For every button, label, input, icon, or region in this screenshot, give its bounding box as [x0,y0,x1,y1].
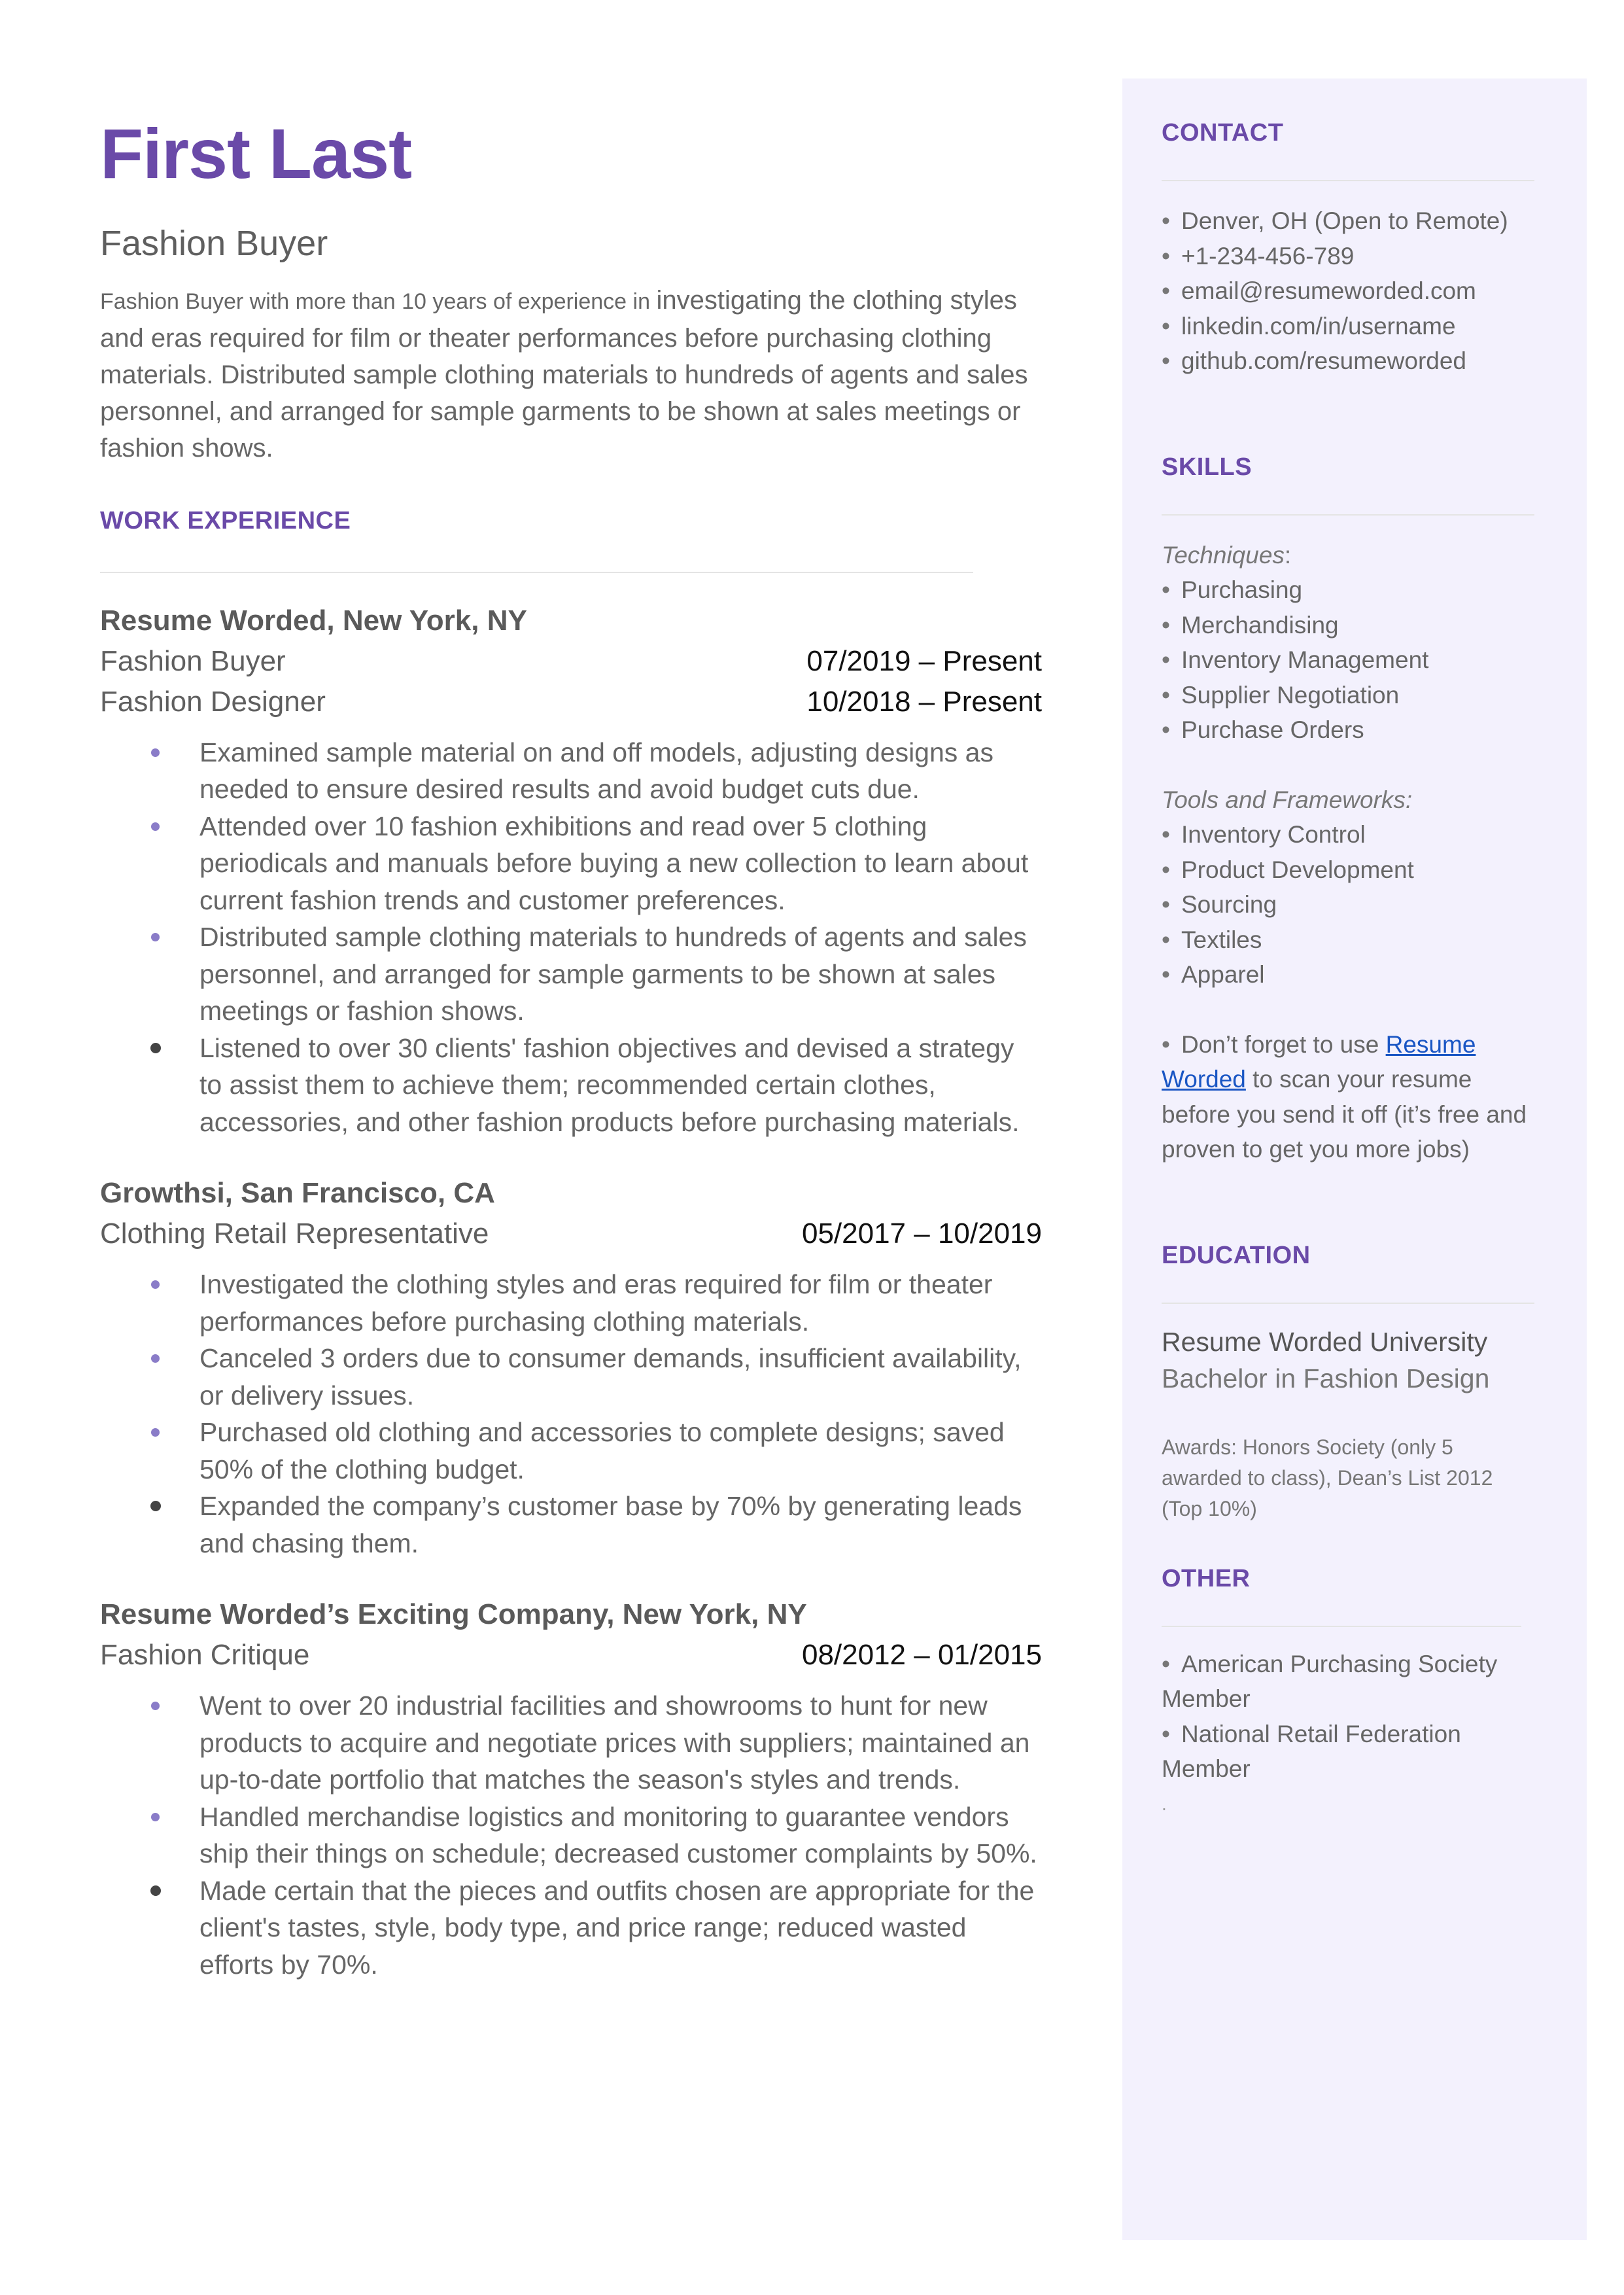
main-column [100,116,1042,1983]
education-awards: Awards: Honors Society (only 5 awarded to class), Dean’s List 2012 (Top 10%) [1162,1435,1493,1520]
bullet-item: Listened to over 30 clients' fashion objectives and devised a strategy to assist them to achieve them; recommended certain clothes, accessories, and other fashion products before purchasing materials. [100,1030,1042,1141]
skill-item: • Sourcing [1162,891,1277,918]
education-school: Resume Worded University [1162,1326,1488,1357]
summary-lead: Fashion Buyer with more than 10 years of experience in [100,289,657,314]
job-dates: 10/2018 – Present [806,685,1042,718]
bullet-dot-icon [150,1043,161,1053]
job-position-row [100,682,1042,722]
job-position-title: Fashion Buyer [100,644,286,677]
contact-github: • github.com/resumeworded [1162,347,1466,374]
job-company: Resume Worded’s Exciting Company, New York, NY [100,1598,807,1631]
bullet-dot-icon [151,933,160,941]
contact-list [1162,203,1534,379]
bullet-item: Expanded the company’s customer base by 70% by generating leads and chasing them. [100,1488,1042,1562]
section-divider [1162,180,1534,181]
section-divider [1162,514,1534,516]
job-position-title: Fashion Critique [100,1639,310,1672]
job-entry [100,1594,1042,1983]
skill-item: • Inventory Control [1162,821,1366,848]
other-list [1162,1647,1534,1822]
job-position-row [100,1635,1042,1675]
contact-heading: CONTACT [1162,119,1284,147]
bullet-item: Canceled 3 orders due to consumer demands, insufficient availability, or delivery issues. [100,1340,1042,1414]
bullet-item: Went to over 20 industrial facilities and showrooms to hunt for new products to acquire and negotiate prices with suppliers; maintained an up-to-date portfolio that matches the season's styles and trends. [100,1687,1042,1798]
bullet-item: Investigated the clothing styles and eras required for film or theater performances before purchasing clothing materials. [100,1266,1042,1340]
bullet-item: Attended over 10 fashion exhibitions and read over 5 clothing periodicals and manuals before buying a new collection to learn about current fashion trends and customer preferences. [100,808,1042,919]
education-heading: EDUCATION [1162,1241,1311,1269]
skills-techniques-label: Techniques: [1162,541,1292,569]
resume-worded-link[interactable]: Resume Worded [1162,1030,1476,1093]
candidate-title: Fashion Buyer [100,224,328,264]
section-divider [1162,1626,1521,1627]
bullet-dot-icon [151,1354,160,1363]
summary [100,282,1042,466]
contact-phone: • +1-234-456-789 [1162,242,1355,270]
section-divider [1162,1303,1534,1304]
skill-item: • Textiles [1162,926,1262,953]
skill-item: • Merchandising [1162,611,1339,639]
job-dates: 07/2019 – Present [806,644,1042,677]
job-bullets [100,734,1042,1141]
skill-item: • Apparel [1162,961,1265,988]
job-company: Resume Worded, New York, NY [100,604,527,637]
other-heading: OTHER [1162,1564,1251,1592]
work-experience-heading: WORK EXPERIENCE [100,506,351,534]
job-bullets [100,1687,1042,1983]
skill-item: • Purchasing [1162,576,1303,603]
summary-rest: investigating the clothing styles and eras required for film or theater performances before purchasing clothing materials. Distributed sample clothing materials to hundreds of agents and sales personnel, and arranged for sample garments to be shown at sales meetings or fashion shows. [100,285,1028,463]
bullet-item: Distributed sample clothing materials to hundreds of agents and sales personnel, and arranged for sample garments to be shown at sales meetings or fashion shows. [100,919,1042,1030]
techniques-list [1162,572,1534,748]
bullet-dot-icon [151,1280,160,1289]
skills-heading: SKILLS [1162,453,1253,481]
sidebar-content [1162,119,1534,1821]
other-trailing: . [1162,1793,1167,1814]
bullet-item: Made certain that the pieces and outfits chosen are appropriate for the client's tastes, style, body type, and price range; reduced wasted efforts by 70%. [100,1872,1042,1984]
other-item: • National Retail Federation Member [1162,1720,1461,1782]
bullet-item: Purchased old clothing and accessories to complete designs; saved 50% of the clothing budget. [100,1414,1042,1488]
skill-item: • Purchase Orders [1162,716,1364,743]
job-dates: 08/2012 – 01/2015 [801,1639,1042,1672]
job-bullets [100,1266,1042,1562]
contact-location: • Denver, OH (Open to Remote) [1162,207,1508,234]
section-divider [100,572,973,573]
candidate-name: First Last [100,114,412,193]
skills-tools-label: Tools and Frameworks: [1162,786,1413,813]
bullet-dot-icon [151,748,160,757]
sidebar [1122,79,1587,2240]
tools-list [1162,817,1534,992]
job-entry [100,601,1042,1141]
skill-item: • Product Development [1162,856,1414,883]
bullet-dot-icon [150,1885,161,1896]
bullet-dot-icon [151,822,160,831]
job-company: Growthsi, San Francisco, CA [100,1177,495,1210]
contact-linkedin: • linkedin.com/in/username [1162,312,1456,340]
bullet-item: Handled merchandise logistics and monitoring to guarantee vendors ship their things on schedule; decreased customer complaints by 50%. [100,1798,1042,1872]
bullet-dot-icon [150,1501,161,1511]
skill-item: • Inventory Management [1162,646,1429,673]
other-item: • American Purchasing Society Member [1162,1650,1498,1712]
contact-email: • email@resumeworded.com [1162,277,1476,304]
bullet-item: Examined sample material on and off models, adjusting designs as needed to ensure desired results and avoid budget cuts due. [100,734,1042,808]
bullet-dot-icon [151,1702,160,1710]
bullet-dot-icon [151,1428,160,1437]
job-position-row [100,1214,1042,1254]
job-entry [100,1173,1042,1562]
job-position-title: Clothing Retail Representative [100,1218,489,1250]
job-position-title: Fashion Designer [100,685,326,718]
job-dates: 05/2017 – 10/2019 [801,1218,1042,1250]
skill-item: • Supplier Negotiation [1162,681,1400,709]
education-degree: Bachelor in Fashion Design [1162,1363,1490,1393]
job-position-row [100,641,1042,682]
resume-worded-note: • Don’t forget to use Resume Worded to scan your resume before you send it off (it’s free and proven to get you more jobs) [1162,1030,1527,1163]
bullet-dot-icon [151,1813,160,1821]
